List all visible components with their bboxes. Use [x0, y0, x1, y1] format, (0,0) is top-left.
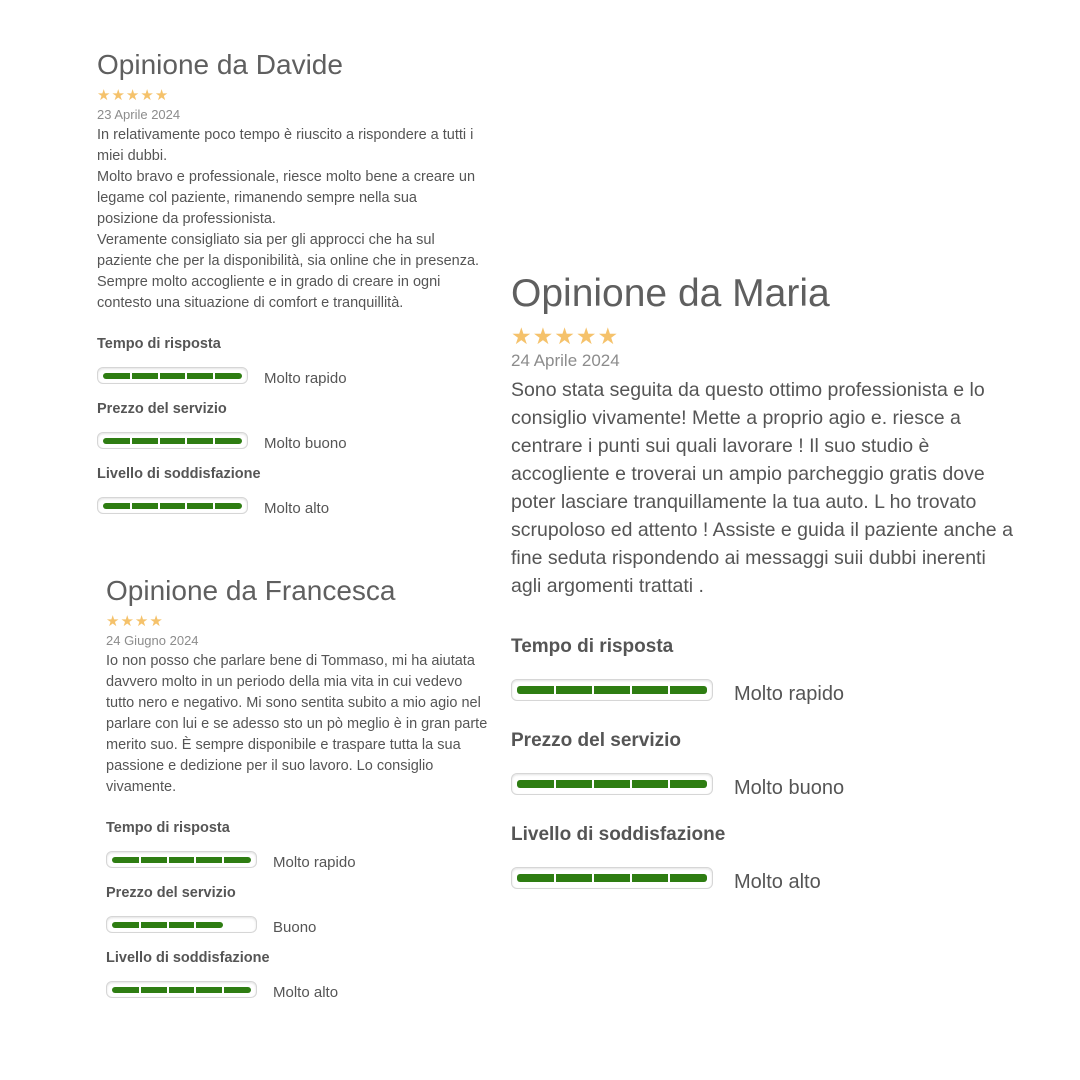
star-icon: ★: [111, 87, 125, 105]
bar-segment-divider: [213, 373, 215, 379]
bar-segment-divider: [139, 987, 141, 993]
review-paragraph: In relativamente poco tempo è riuscito a rispondere a tutti i miei dubbi.: [97, 127, 474, 165]
rating-value: Molto alto: [734, 870, 821, 893]
bar-segment-divider: [167, 987, 169, 993]
star-icon: ★: [149, 613, 163, 631]
bar-segment-divider: [158, 503, 160, 509]
rating-value: Buono: [273, 919, 317, 937]
metric-satisfaction: [106, 950, 491, 1001]
metric-service-price: [97, 401, 482, 452]
rating-bar-fill: [103, 438, 242, 444]
bar-segment-divider: [158, 438, 160, 444]
bar-segment-divider: [668, 686, 670, 694]
bar-segment-divider: [668, 780, 670, 788]
metric-label: Livello di soddisfazione: [106, 950, 270, 967]
bar-segment-divider: [167, 922, 169, 928]
rating-value: Molto alto: [273, 984, 339, 1002]
review-metrics: [97, 336, 482, 517]
bar-segment-divider: [630, 780, 632, 788]
review-title: Opinione da Davide: [97, 49, 343, 80]
bar-segment-divider: [592, 686, 594, 694]
rating-bar: [511, 867, 713, 889]
metric-label: Livello di soddisfazione: [97, 466, 261, 483]
rating-bar-fill: [112, 857, 251, 863]
rating-value: Molto rapido: [264, 370, 347, 388]
rating-bar-fill: [517, 874, 707, 882]
review-text: [106, 651, 491, 798]
bar-segment-divider: [139, 922, 141, 928]
bar-segment-divider: [158, 373, 160, 379]
rating-bar: [106, 851, 257, 868]
rating-bar-fill: [103, 373, 242, 379]
review-date: 23 Aprile 2024: [97, 107, 181, 123]
rating-value: Molto rapido: [273, 854, 356, 872]
rating-bar: [511, 773, 713, 795]
star-icon: ★: [154, 87, 169, 105]
review-card-francesca: [106, 575, 491, 1015]
review-title: Opinione da Maria: [511, 272, 830, 315]
review-paragraph: Veramente consigliato sia per gli approcci che ha sul paziente che per la disponibilità, sia online che in presenza. Sempre molto accogliente e in grado di creare in ogni contesto una situazione di comfort e tranquillità.: [97, 232, 480, 312]
star-icon: ★: [554, 322, 575, 349]
rating-bar-fill: [103, 503, 242, 509]
bar-segment-divider: [213, 503, 215, 509]
review-date: 24 Aprile 2024: [511, 350, 620, 370]
review-text: [511, 376, 1016, 600]
bar-segment-divider: [139, 857, 141, 863]
star-icon: ★: [120, 613, 134, 631]
review-date: 24 Giugno 2024: [106, 633, 199, 649]
bar-segment-divider: [554, 780, 556, 788]
review-metrics: [106, 820, 491, 1001]
metric-response-time: [511, 636, 1016, 706]
bar-segment-divider: [167, 857, 169, 863]
metric-label: Tempo di risposta: [97, 336, 221, 353]
rating-value: Molto buono: [734, 776, 845, 799]
metric-response-time: [97, 336, 482, 387]
metric-label: Prezzo del servizio: [511, 729, 682, 751]
metric-label: Prezzo del servizio: [97, 401, 227, 418]
bar-segment-divider: [592, 874, 594, 882]
metric-label: Prezzo del servizio: [106, 885, 236, 902]
metric-service-price: [106, 885, 491, 936]
metric-satisfaction: [97, 466, 482, 517]
metric-service-price: [511, 730, 1016, 800]
rating-bar: [106, 916, 257, 933]
rating-bar: [97, 367, 248, 384]
star-icon: ★: [134, 613, 149, 631]
review-paragraph: Sono stata seguita da questo ottimo professionista e lo consiglio vivamente! Mette a proprio agio e. riesce a centrare i punti sui quali lavorare ! Il suo studio è accogliente e troverai un ampio parcheggio gratis dove poter lasciare tranquillamente la tua auto. L ho trovato scrupoloso ed attento ! Assiste e guida il paziente anche a fine seduta rispondendo ai messaggi suii dubbi inerenti agli argomenti trattati .: [511, 378, 1013, 597]
metric-label: Tempo di risposta: [511, 635, 674, 657]
star-rating: [97, 87, 482, 105]
review-paragraph: Molto bravo e professionale, riesce molto bene a creare un legame col paziente, rimanendo sempre nella sua posizione da professionista.: [97, 169, 476, 228]
metric-label: Tempo di risposta: [106, 820, 230, 837]
bar-segment-divider: [554, 686, 556, 694]
star-icon: ★: [97, 87, 111, 105]
metric-label: Livello di soddisfazione: [511, 823, 726, 845]
star-icon: ★: [125, 87, 140, 105]
star-rating: [511, 323, 1016, 349]
rating-bar: [511, 679, 713, 701]
bar-segment-divider: [630, 686, 632, 694]
bar-segment-divider: [222, 857, 224, 863]
bar-segment-divider: [130, 503, 132, 509]
bar-segment-divider: [185, 373, 187, 379]
star-rating: [106, 613, 491, 631]
rating-bar-fill: [517, 686, 707, 694]
rating-bar-fill: [112, 922, 223, 928]
rating-bar: [106, 981, 257, 998]
rating-bar: [97, 432, 248, 449]
metric-satisfaction: [511, 824, 1016, 894]
rating-value: Molto alto: [264, 500, 330, 518]
bar-segment-divider: [185, 438, 187, 444]
bar-segment-divider: [130, 373, 132, 379]
bar-segment-divider: [592, 780, 594, 788]
bar-segment-divider: [194, 857, 196, 863]
bar-segment-divider: [194, 987, 196, 993]
star-icon: ★: [106, 613, 120, 631]
star-icon: ★: [140, 87, 154, 105]
bar-segment-divider: [554, 874, 556, 882]
bar-segment-divider: [185, 503, 187, 509]
bar-segment-divider: [222, 987, 224, 993]
rating-bar: [97, 497, 248, 514]
rating-value: Molto buono: [264, 435, 347, 453]
metric-response-time: [106, 820, 491, 871]
bar-segment-divider: [130, 438, 132, 444]
star-icon: ★: [511, 322, 532, 349]
star-icon: ★: [575, 322, 597, 349]
review-title: Opinione da Francesca: [106, 575, 396, 606]
review-card-maria: [511, 272, 1016, 918]
bar-segment-divider: [668, 874, 670, 882]
bar-segment-divider: [194, 922, 196, 928]
star-icon: ★: [597, 322, 619, 349]
rating-bar-fill: [112, 987, 251, 993]
review-text: [97, 125, 482, 314]
review-paragraph: Io non posso che parlare bene di Tommaso, mi ha aiutata davvero molto in un periodo della mia vita in cui vedevo tutto nero e negativo. Mi sono sentita subito a mio agio nel parlare con lui e se adesso sto un pò meglio è in gran parte merito suo. È sempre disponibile e traspare tutta la sua passione e dedizione per il suo lavoro. Lo consiglio vivamente.: [106, 653, 488, 796]
review-card-davide: [97, 49, 482, 531]
star-icon: ★: [532, 322, 554, 349]
bar-segment-divider: [213, 438, 215, 444]
bar-segment-divider: [630, 874, 632, 882]
rating-value: Molto rapido: [734, 682, 845, 705]
review-metrics: [511, 636, 1016, 894]
rating-bar-fill: [517, 780, 707, 788]
